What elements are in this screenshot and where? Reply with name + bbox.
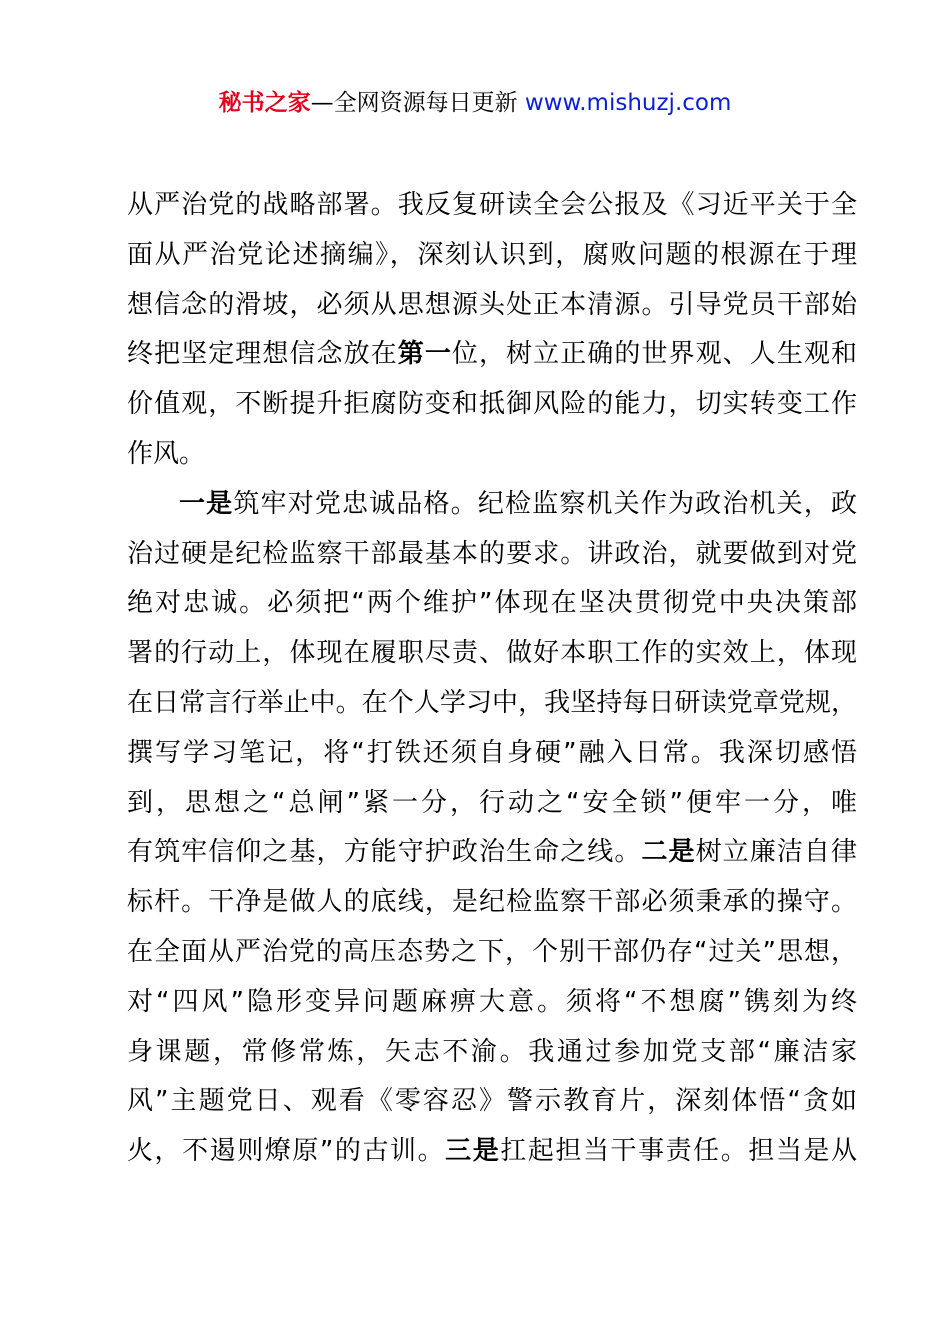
text-line: 治过硬是纪检监察干部最基本的要求。讲政治，就要做到对党 [127, 538, 857, 569]
emphasis-point-two: 二是 [641, 837, 696, 868]
text-line: 想信念的滑坡，必须从思想源头处正本清源。引导党员干部始 [127, 289, 857, 320]
text-line [127, 330, 857, 380]
text-line: 在全面从严治党的高压态势之下，个别干部仍存“过关”思想， [127, 936, 857, 967]
page-header [0, 86, 950, 120]
text-segment: 终把坚定理想信念放在 [127, 339, 398, 370]
text-line: 撰写学习笔记，将“打铁还须自身硬”融入日常。我深切感悟 [127, 737, 857, 768]
text-line: 从严治党的战略部署。我反复研读全会公报及《习近平关于全 [127, 190, 857, 220]
text-line: 对“四风”隐形变异问题麻痹大意。须将“不想腐”镌刻为终 [127, 986, 857, 1017]
header-tagline: —全网资源每日更新 [310, 90, 525, 116]
document-body [127, 181, 857, 1177]
text-segment: 筑牢对党忠诚品格。纪检监察机关作为政治机关，政 [233, 488, 857, 519]
text-line: 绝对忠诚。必须把“两个维护”体现在坚决贯彻党中央决策部 [127, 588, 857, 619]
text-line: 标杆。干净是做人的底线，是纪检监察干部必须秉承的操守。 [127, 887, 857, 918]
emphasis-first: 第一 [397, 339, 452, 370]
text-segment: 树立廉洁自律 [695, 837, 857, 868]
text-line [127, 828, 857, 878]
text-line: 身课题，常修常炼，矢志不渝。我通过参加党支部“廉洁家 [127, 1036, 857, 1067]
text-segment: 扛起担当干事责任。担当是从 [500, 1136, 857, 1167]
text-line: 面从严治党论述摘编》，深刻认识到，腐败问题的根源在于理 [127, 239, 857, 270]
text-line [127, 1127, 857, 1177]
text-segment: 火，不遏则燎原”的古训。 [127, 1136, 446, 1167]
paragraph-1 [127, 181, 857, 480]
text-segment: 有筑牢信仰之基，方能守护政治生命之线。 [127, 837, 642, 868]
text-segment: 位，树立正确的世界观、人生观和 [451, 339, 857, 370]
brand-name: 秘书之家 [218, 90, 311, 116]
website-url[interactable]: www.mishuzj.com [524, 90, 732, 116]
emphasis-point-three: 三是 [445, 1136, 501, 1167]
text-line: 价值观，不断提升拒腐防变和抵御风险的能力，切实转变工作 [127, 389, 857, 420]
text-line: 风”主题党日、观看《零容忍》警示教育片，深刻体悟“贪如 [127, 1086, 857, 1117]
text-line: 在日常言行举止中。在个人学习中，我坚持每日研读党章党规， [127, 687, 857, 718]
text-line [127, 480, 857, 530]
text-line: 作风。 [127, 438, 206, 469]
paragraph-2 [127, 480, 857, 1177]
text-line: 署的行动上，体现在履职尽责、做好本职工作的实效上，体现 [127, 638, 857, 669]
emphasis-point-one: 一是 [179, 488, 234, 519]
text-line: 到，思想之“总闸”紧一分，行动之“安全锁”便牢一分，唯 [127, 787, 857, 818]
